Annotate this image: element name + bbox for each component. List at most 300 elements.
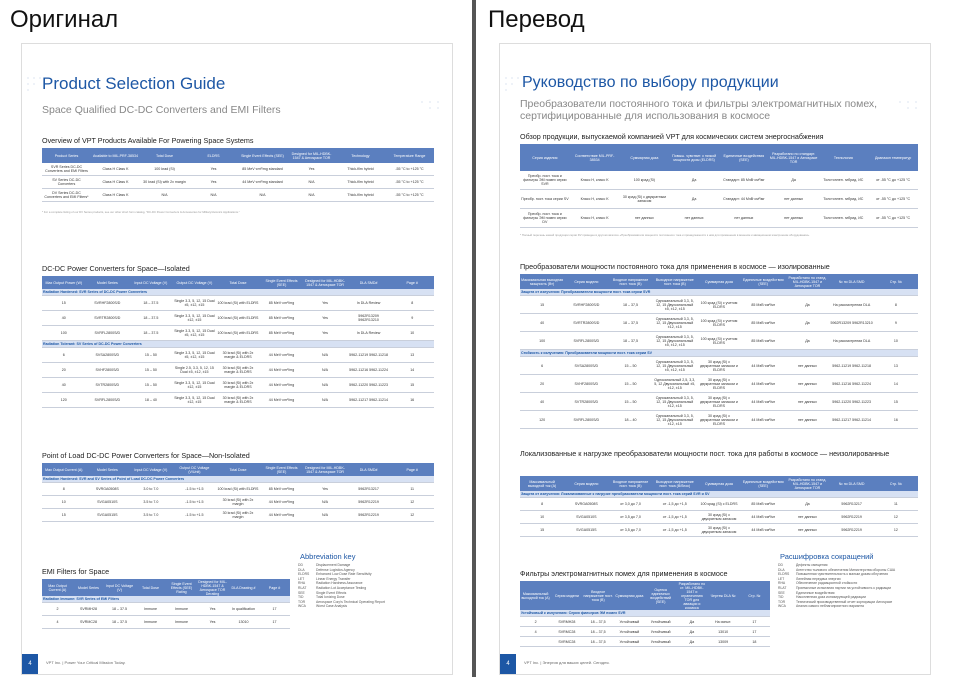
abbreviation-code: TOR bbox=[778, 599, 786, 604]
table-cell: 18 – 40 bbox=[129, 393, 173, 408]
table-band-label: Стойкость к излучению: Преобразователи мощности пост. тока серии SV bbox=[520, 350, 918, 357]
table-cell: 5962R12219 bbox=[830, 511, 874, 524]
table-cell: Да bbox=[676, 627, 707, 637]
table-cell: -1.5 to +1.5 bbox=[173, 509, 217, 522]
table-cell: Yes bbox=[189, 176, 238, 189]
table-cell: Single 3.3, 5, 12, 15 Dual ±5, ±12, ±15 bbox=[173, 296, 217, 311]
table-cell: SVRHF2800S/D bbox=[86, 296, 130, 311]
table-cell: 15 bbox=[390, 378, 434, 393]
table-cell: Одноканальный 3,3, 5, 12, 15 Двухканальный ±5, ±12, ±15 bbox=[653, 357, 697, 375]
overview-heading: Обзор продукции, выпускаемой компанией VPT для космических систем энергоснабжения bbox=[520, 132, 824, 141]
table-cell: SVGA0510S bbox=[564, 511, 608, 524]
table-row bbox=[520, 627, 770, 637]
table-cell: 13 bbox=[390, 348, 434, 363]
table-cell: SVSA2800S/D bbox=[86, 348, 130, 363]
overview-table bbox=[42, 148, 434, 202]
table-cell: 5962R13209 5962R13210 bbox=[347, 311, 391, 326]
overview-footnote: * Полный перечень нашей продукции серии DV приведен в другом каталоге «Преобразователи мощности постоянного тока и принадлежности к ним для применения в военном и авиационном электронном оборудовании». bbox=[520, 233, 810, 237]
table-cell: 44 МэВ·см²/мг bbox=[741, 357, 785, 375]
table-cell: Да bbox=[785, 332, 829, 350]
table-cell: Класс H, класс K bbox=[570, 209, 620, 228]
translation-page bbox=[500, 44, 930, 674]
table-cell: 44 MeV·cm²/mg standard bbox=[238, 176, 287, 189]
abbreviation-meaning: Radiation Hardness Assurance bbox=[316, 581, 363, 586]
table-cell: 15 bbox=[42, 509, 86, 522]
table-cell: 10 bbox=[520, 511, 564, 524]
table-cell: 18 – 37,5 bbox=[583, 637, 614, 647]
page-title: Руководство по выбору продукции bbox=[522, 74, 779, 91]
abbreviation-meaning: Линейная передача энергии bbox=[796, 576, 841, 581]
table-header-cell: Единичные воздействия (SEE) bbox=[741, 274, 785, 289]
table-cell: Single 3.3, 5, 12, 15 Dual ±5, ±12, ±15 bbox=[173, 326, 217, 341]
table-cell: Устойчивый bbox=[645, 627, 676, 637]
table-cell: SVTR2800S/D bbox=[564, 393, 608, 411]
table-cell: Single 2.5, 3.3, 5, 12, 15 Dual ±5, ±12, ±15 bbox=[173, 363, 217, 378]
translation-label: Перевод bbox=[488, 6, 585, 33]
table-cell: 12 bbox=[390, 509, 434, 522]
table-cell: 6 bbox=[42, 348, 86, 363]
table-header-cell: Output DC Voltage (V) bbox=[173, 276, 217, 289]
table-cell: 5962-11217 5962-11214 bbox=[347, 393, 391, 408]
table-header-cell: DLA Drawing # bbox=[228, 579, 259, 596]
table-header-cell: Page # bbox=[390, 463, 434, 476]
table-cell: 85 МэВ·см²/мг bbox=[741, 332, 785, 350]
table-row bbox=[520, 411, 918, 429]
table-header-cell: Соответствие MIL-PRF-38534 bbox=[570, 144, 620, 171]
table-cell: Yes bbox=[287, 163, 336, 176]
table-cell: 44 МэВ·см²/мг bbox=[741, 393, 785, 411]
table-cell: SVRFL2800S/D bbox=[564, 332, 608, 350]
table-cell: 5962R13209 5962R13210 bbox=[830, 314, 874, 332]
table-cell: SVRFL2800S/D bbox=[86, 326, 130, 341]
table-cell: от -55 °C до +125 °C bbox=[868, 171, 918, 190]
table-cell: 44 MeV·cm²/mg bbox=[260, 393, 304, 408]
vertical-divider bbox=[472, 0, 476, 677]
table-cell: 5962-11220 5962-11223 bbox=[830, 393, 874, 411]
table-header-cell: Серия изделия bbox=[520, 144, 570, 171]
table-cell: N/A bbox=[303, 509, 347, 522]
overview-heading: Overview of VPT Products Available For Powering Space Systems bbox=[42, 136, 254, 145]
table-header-cell: Единичные воздействия (SEE) bbox=[719, 144, 769, 171]
abbreviation-key bbox=[778, 549, 918, 609]
abbreviation-code: RHA bbox=[778, 581, 786, 586]
page-footer bbox=[22, 654, 452, 674]
table-header-cell: Максимальный выходной ток (А) bbox=[520, 581, 551, 610]
table-header-cell: Technology bbox=[336, 148, 385, 163]
table-cell: 13009 bbox=[708, 637, 739, 647]
isolated-heading: Преобразователи мощности постоянного тока для применения в космосе — изолированные bbox=[520, 262, 830, 271]
table-cell: 30 krad (Si) with 2x margin bbox=[216, 509, 260, 522]
table-header-cell: Max Output Current (A) bbox=[42, 579, 73, 596]
table-cell: 8 bbox=[42, 483, 86, 496]
abbreviation-heading: Расшифровка сокращений bbox=[780, 552, 874, 561]
table-cell: Устойчивый bbox=[614, 637, 645, 647]
table-cell: SVRFL2800S/D bbox=[86, 393, 130, 408]
table-cell: 12 bbox=[390, 496, 434, 509]
table-header-cell: Входное напряжение пост. тока (В) bbox=[608, 274, 652, 289]
table-cell: SVRHF2800S/D bbox=[564, 296, 608, 314]
table-cell: от -1,5 до +1,5 bbox=[653, 498, 697, 511]
table-row bbox=[42, 393, 434, 408]
abbreviation-code: TID bbox=[298, 595, 304, 600]
table-header-row bbox=[42, 276, 434, 289]
table-cell: 15 – 50 bbox=[608, 393, 652, 411]
table-row bbox=[42, 509, 434, 522]
table-cell: Yes bbox=[197, 603, 228, 616]
table-cell: 9 bbox=[874, 314, 918, 332]
table-cell: нет данных bbox=[769, 209, 819, 228]
table-header-cell: Суммарная доза bbox=[697, 476, 741, 491]
table-cell: 5962R12219 bbox=[347, 496, 391, 509]
abbreviation-meaning: Дефекты смещения bbox=[796, 563, 828, 567]
table-cell: 17 bbox=[739, 617, 770, 627]
table-row bbox=[520, 332, 918, 350]
table-cell: 100 крад (Si) с учетом ELDRS bbox=[697, 296, 741, 314]
table-header-cell: Выходное напряжение пост. тока (В/блок) bbox=[653, 476, 697, 491]
overview-footnote: * For a complete listing of our DV Series products, see our other short form catalog, "DC-DC Power Converters & Accessories for Military/Avionics Applications." bbox=[42, 210, 240, 214]
table-cell: 100 крад (Si) с учетом ELDRS bbox=[697, 314, 741, 332]
table-cell: 5962-11216 5962-11224 bbox=[830, 375, 874, 393]
pol-heading: Локализованные к нагрузке преобразователи мощности пост. тока для работы в космосе — неизолированные bbox=[520, 449, 890, 458]
table-cell: Устойчивый bbox=[645, 617, 676, 627]
table-cell: 18 – 37,5 bbox=[583, 627, 614, 637]
table-cell: Single 3.3, 5, 12, 15 Dual ±12, ±15 bbox=[173, 311, 217, 326]
table-cell: 18 bbox=[739, 637, 770, 647]
page-subtitle: Space Qualified DC-DC Converters and EMI Filters bbox=[42, 104, 281, 116]
table-cell: Yes bbox=[303, 311, 347, 326]
table-cell: Устойчивый bbox=[614, 617, 645, 627]
table-cell: SVR Series DC-DC Converters and EMI Filters bbox=[42, 163, 91, 176]
table-cell: 17 bbox=[739, 627, 770, 637]
table-cell: нет данных bbox=[785, 393, 829, 411]
table-header-cell: Page # bbox=[259, 579, 290, 596]
abbreviation-meaning: Linear Energy Transfer bbox=[316, 576, 351, 581]
table-header-row bbox=[520, 476, 918, 491]
abbreviation-code: DD bbox=[298, 563, 303, 567]
table-cell: 5962R12219 bbox=[347, 509, 391, 522]
table-row bbox=[42, 496, 434, 509]
table-cell: 100 bbox=[520, 332, 564, 350]
abbreviation-heading: Abbreviation key bbox=[300, 552, 356, 561]
table-header-cell: Designed for MIL-HDBK-1547 & Aerospace TOR Derating bbox=[198, 579, 227, 596]
table-cell: 18 – 37,5 bbox=[583, 617, 614, 627]
table-cell: 18 – 37.5 bbox=[104, 616, 135, 629]
table-cell: от 3,5 до 7,0 bbox=[608, 511, 652, 524]
table-cell: SVGA0515S bbox=[86, 509, 130, 522]
table-cell: Yes bbox=[189, 163, 238, 176]
table-cell: 30 крад (Si) с двукратным запасом и ELDRS bbox=[697, 375, 741, 393]
table-row bbox=[42, 296, 434, 311]
abbreviation-code: WCA bbox=[778, 604, 786, 609]
table-header-cell: Повыш. чувствит. к низкой мощности дозы (ELDRS) bbox=[669, 144, 719, 171]
table-cell: 3.5 to 7.0 bbox=[129, 496, 173, 509]
abbreviation-meaning: Повышенная чувствительность к малым дозам облучения bbox=[796, 572, 888, 577]
table-row bbox=[42, 603, 290, 616]
table-cell: Immune bbox=[135, 603, 166, 616]
table-cell: -55 °C to +125 °C bbox=[385, 189, 434, 202]
table-cell: 10 bbox=[42, 496, 86, 509]
table-cell: Стандарт: 85 МэВ·см²/мг bbox=[719, 171, 769, 190]
table-cell: 30 крад (Si) с двукратным запасом bbox=[620, 190, 670, 209]
isolated-heading: DC-DC Power Converters for Space—Isolated bbox=[42, 264, 190, 273]
abbreviation-meaning: Технический производственный отчет корпорации Aerospace bbox=[796, 599, 893, 604]
table-cell: SVTR2800S/D bbox=[86, 378, 130, 393]
table-cell: SVGA0510S bbox=[86, 496, 130, 509]
table-row bbox=[520, 617, 770, 627]
footer-text: VPT Inc. | Power Your Critical Mission Today. bbox=[46, 660, 126, 665]
table-header-cell: Available to MIL-PRF-38534 bbox=[91, 148, 140, 163]
emi-table bbox=[42, 579, 290, 629]
table-cell: 5962-11216 5962-11224 bbox=[347, 363, 391, 378]
table-cell: Yes bbox=[303, 483, 347, 496]
table-cell: Одноканальный 2,5, 3,3, 5, 12 Двухканальный ±5, ±12, ±15 bbox=[653, 375, 697, 393]
table-cell: 120 bbox=[42, 393, 86, 408]
table-header-cell: Max Output Power (W) bbox=[42, 276, 86, 289]
abbreviation-code: RLAT bbox=[298, 585, 307, 590]
table-cell: 15 – 50 bbox=[129, 363, 173, 378]
abbreviation-meaning: Displacement Damage bbox=[316, 563, 351, 567]
table-header-cell: Single Event Effects (SEE) bbox=[260, 276, 304, 289]
table-cell: нет данных bbox=[785, 511, 829, 524]
table-cell: 18 – 37,5 bbox=[608, 332, 652, 350]
table-header-cell: Оценка единичных воздействий (SEE) bbox=[645, 581, 676, 610]
table-row bbox=[520, 190, 918, 209]
table-cell: 17 bbox=[259, 616, 290, 629]
table-cell: 30 крад (Si) с двукратным запасом и ELDRS bbox=[697, 357, 741, 375]
table-cell: N/A bbox=[238, 189, 287, 202]
table-cell: 5962R13217 bbox=[830, 498, 874, 511]
table-cell: 4 bbox=[42, 616, 73, 629]
table-cell: 30 krad (Si) with 2x margin & ELDRS bbox=[216, 363, 260, 378]
abbreviation-code: LET bbox=[298, 576, 305, 581]
pol-table bbox=[42, 463, 434, 522]
table-cell: N/A bbox=[287, 189, 336, 202]
table-cell: -55 °C to +125 °C bbox=[385, 176, 434, 189]
table-cell: Да bbox=[785, 498, 829, 511]
table-cell: 16 bbox=[390, 393, 434, 408]
table-header-cell: Model Series bbox=[86, 276, 130, 289]
table-cell: 5962-11220 5962-11223 bbox=[347, 378, 391, 393]
table-header-cell: Output DC Voltage (V/Unit) bbox=[173, 463, 217, 476]
table-cell: Thick-film hybrid bbox=[336, 163, 385, 176]
abbreviation-meaning: Обеспечение радиационной стойкости bbox=[796, 581, 858, 586]
table-band-label: Защита от излучения: Локализованные к нагрузке преобразователи мощности пост. тока серий SVR и SV bbox=[520, 491, 918, 498]
table-cell: 2 bbox=[42, 603, 73, 616]
table-row bbox=[42, 348, 434, 363]
table-cell: Thick-film hybrid bbox=[336, 189, 385, 202]
table-cell: 15 – 50 bbox=[608, 375, 652, 393]
table-cell: Да bbox=[669, 190, 719, 209]
table-cell: 30 krad (Si) with 2x margin bbox=[216, 496, 260, 509]
table-cell: 10 bbox=[390, 326, 434, 341]
emi-table bbox=[520, 581, 770, 647]
emi-heading: Фильтры электромагнитных помех для применения в космосе bbox=[520, 569, 728, 578]
table-cell: 10 bbox=[874, 332, 918, 350]
table-cell: 44 MeV·cm²/mg bbox=[260, 509, 304, 522]
table-row bbox=[520, 511, 918, 524]
table-cell: Толстоплен. гибрид. ИС bbox=[819, 209, 869, 228]
abbreviation-key bbox=[298, 549, 434, 609]
table-row bbox=[42, 363, 434, 378]
table-cell: 100 krad (Si) with ELDRS bbox=[216, 483, 260, 496]
table-row bbox=[520, 375, 918, 393]
table-cell: 100 крад (Si) bbox=[620, 171, 670, 190]
table-cell: SVRMC28 bbox=[551, 627, 582, 637]
table-header-cell: Разработано по ст. MIL-HDBK-1547 и ограничению TOR для авиации и космоса bbox=[676, 581, 707, 610]
table-cell: Single 3.3, 5, 12, 15 Dual ±5, ±12, ±15 bbox=[173, 348, 217, 363]
table-row bbox=[520, 171, 918, 190]
table-cell: 44 МэВ·см²/мг bbox=[741, 411, 785, 429]
table-cell: На испыт. bbox=[708, 617, 739, 627]
table-cell: 120 bbox=[520, 411, 564, 429]
table-cell: 44 МэВ·см²/мг bbox=[741, 375, 785, 393]
table-cell: 30 krad (Si) with 2x margin & ELDRS bbox=[216, 393, 260, 408]
table-cell: SV Series DC-DC Converters bbox=[42, 176, 91, 189]
table-cell: от -55 °C до +125 °C bbox=[868, 190, 918, 209]
table-cell: 15 – 50 bbox=[608, 357, 652, 375]
table-cell: 85 MeV·cm²/mg standard bbox=[238, 163, 287, 176]
table-row bbox=[520, 524, 918, 537]
isolated-table bbox=[42, 276, 434, 408]
table-cell: Да bbox=[785, 314, 829, 332]
table-cell: 100 bbox=[42, 326, 86, 341]
table-cell: 44 MeV·cm²/mg bbox=[260, 496, 304, 509]
isolated-table bbox=[520, 274, 918, 429]
table-cell: SVRMH28 bbox=[73, 603, 104, 616]
table-cell: Одноканальный 3,3, 5, 12, 15 Двухканальный ±5, ±12, ±15 bbox=[653, 296, 697, 314]
table-cell: 8 bbox=[874, 296, 918, 314]
table-cell: 18 – 40 bbox=[608, 411, 652, 429]
table-cell: 100 krad (Si) with ELDRS bbox=[216, 296, 260, 311]
table-row bbox=[42, 326, 434, 341]
table-band-label: Radiation Tolerant: SV Series of DC-DC Power Converters bbox=[42, 341, 434, 348]
table-cell: Single 3.3, 5, 12, 15 Dual ±12, ±15 bbox=[173, 378, 217, 393]
table-header-cell: Разработано по станд. MIL-HDBK-1547 и Aerospace TOR bbox=[785, 274, 829, 289]
abbreviation-meaning: Defense Logistics Agency bbox=[316, 567, 355, 572]
table-cell bbox=[520, 637, 551, 647]
table-cell: 40 bbox=[42, 378, 86, 393]
table-cell: 9 bbox=[390, 311, 434, 326]
table-cell: 11 bbox=[390, 483, 434, 496]
table-header-cell: № по DLA SMD bbox=[830, 274, 874, 289]
table-cell: In qualification bbox=[228, 603, 259, 616]
table-cell: Класс H, класс K bbox=[570, 190, 620, 209]
table-header-cell: Total Dose bbox=[135, 579, 166, 596]
table-cell: Да bbox=[669, 171, 719, 190]
table-cell: N/A bbox=[303, 393, 347, 408]
table-row bbox=[42, 189, 434, 202]
abbreviation-code: TID bbox=[778, 595, 784, 600]
table-band-row bbox=[520, 350, 918, 357]
table-cell: нет данных bbox=[620, 209, 670, 228]
table-cell: 8 bbox=[520, 498, 564, 511]
original-label: Оригинал bbox=[10, 6, 119, 33]
table-cell: Yes bbox=[197, 616, 228, 629]
table-cell: Толстоплен. гибрид. ИС bbox=[819, 190, 869, 209]
table-header-cell: Чертеж DLA № bbox=[708, 581, 739, 610]
table-cell: 5962-11217 5962-11214 bbox=[830, 411, 874, 429]
table-cell: SVRMC28 bbox=[551, 637, 582, 647]
table-cell: N/A bbox=[287, 176, 336, 189]
table-cell: SVRGA0508S bbox=[86, 483, 130, 496]
table-cell: На рассмотрении DLA bbox=[830, 296, 874, 314]
table-cell: 44 MeV·cm²/mg bbox=[260, 378, 304, 393]
table-cell: 85 МэВ·см²/мг bbox=[741, 498, 785, 511]
table-cell: Преобр. пост. тока серии SV bbox=[520, 190, 570, 209]
table-header-cell: Суммарная доза bbox=[697, 274, 741, 289]
table-cell: -1.5 to +1.5 bbox=[173, 483, 217, 496]
table-header-cell: Серия модели bbox=[564, 476, 608, 491]
table-cell: 6 bbox=[520, 357, 564, 375]
table-cell: 30 krad (Si) with 2x margin & ELDRS bbox=[216, 378, 260, 393]
table-cell: 18 – 37.5 bbox=[129, 326, 173, 341]
table-cell: 13 bbox=[874, 357, 918, 375]
abbreviation-meaning: Enhanced Low Dose Rate Sensitivity bbox=[316, 572, 372, 577]
table-cell: нет данных bbox=[785, 375, 829, 393]
table-cell: 100 krad (Si) with ELDRS bbox=[216, 311, 260, 326]
table-header-cell: Стр. № bbox=[874, 274, 918, 289]
abbreviation-item bbox=[298, 604, 434, 609]
abbreviation-code: SEE bbox=[298, 590, 305, 595]
abbreviation-meaning: Total Ionizing Dose bbox=[316, 595, 345, 600]
table-cell: от -55 °C до +125 °C bbox=[868, 209, 918, 228]
table-cell: Устойчивый bbox=[614, 627, 645, 637]
table-header-cell: Единичные воздействия (SEE) bbox=[741, 476, 785, 491]
table-cell: 30 крад (Si) с двукратным запасом bbox=[697, 524, 741, 537]
table-cell: 18 – 37.5 bbox=[129, 296, 173, 311]
table-cell: 85 MeV·cm²/mg bbox=[260, 326, 304, 341]
table-header-cell: Page # bbox=[390, 276, 434, 289]
table-header-cell: Максимальный выходной ток (А) bbox=[520, 476, 564, 491]
table-header-cell: Model Series bbox=[73, 579, 104, 596]
table-cell: Thick-film hybrid bbox=[336, 176, 385, 189]
table-cell: Да bbox=[785, 296, 829, 314]
emi-heading: EMI Filters for Space bbox=[42, 567, 110, 576]
table-cell: Одноканальный 3,3, 5, 12, 15 Двухканальный ±12, ±15 bbox=[653, 393, 697, 411]
table-header-cell: Model Series bbox=[86, 463, 130, 476]
table-cell: Толстоплен. гибрид. ИС bbox=[819, 171, 869, 190]
table-header-cell: № по DLA SMD bbox=[830, 476, 874, 491]
table-cell: 85 MeV·cm²/mg bbox=[260, 311, 304, 326]
table-cell: Преобр. пост. тока и фильтры ЭМ помех серии DV bbox=[520, 209, 570, 228]
table-row bbox=[520, 393, 918, 411]
table-cell: SVRFL2800S/D bbox=[564, 411, 608, 429]
page-number: 4 bbox=[500, 654, 516, 674]
table-cell: 4 bbox=[520, 627, 551, 637]
abbreviation-code: ELDRS bbox=[778, 572, 790, 577]
table-header-cell: DLA SMD# bbox=[347, 276, 391, 289]
abbreviation-code: WCA bbox=[298, 604, 306, 609]
table-cell: Immune bbox=[166, 616, 197, 629]
table-cell: SVGA0515S bbox=[564, 524, 608, 537]
abbreviation-meaning: Aerospace Corp's Technical Operating Report bbox=[316, 599, 385, 604]
table-cell: 3.0 to 7.0 bbox=[129, 483, 173, 496]
table-cell: N/A bbox=[303, 348, 347, 363]
table-cell: -55 °C to +125 °C bbox=[385, 163, 434, 176]
table-cell: Класс H, класс K bbox=[570, 171, 620, 190]
pol-table bbox=[520, 476, 918, 537]
original-page bbox=[22, 44, 452, 674]
table-header-cell: ELDRS bbox=[189, 148, 238, 163]
table-band-label: Устойчивый к излучению: Серия фильтров ЭМ помех SVR bbox=[520, 610, 770, 617]
table-cell: нет данных bbox=[785, 524, 829, 537]
table-cell: 3.5 to 7.0 bbox=[129, 509, 173, 522]
table-header-cell: Input DC Voltage (V) bbox=[129, 463, 173, 476]
table-cell: 15 bbox=[520, 296, 564, 314]
table-row bbox=[520, 357, 918, 375]
table-header-row bbox=[520, 274, 918, 289]
table-header-row bbox=[42, 463, 434, 476]
